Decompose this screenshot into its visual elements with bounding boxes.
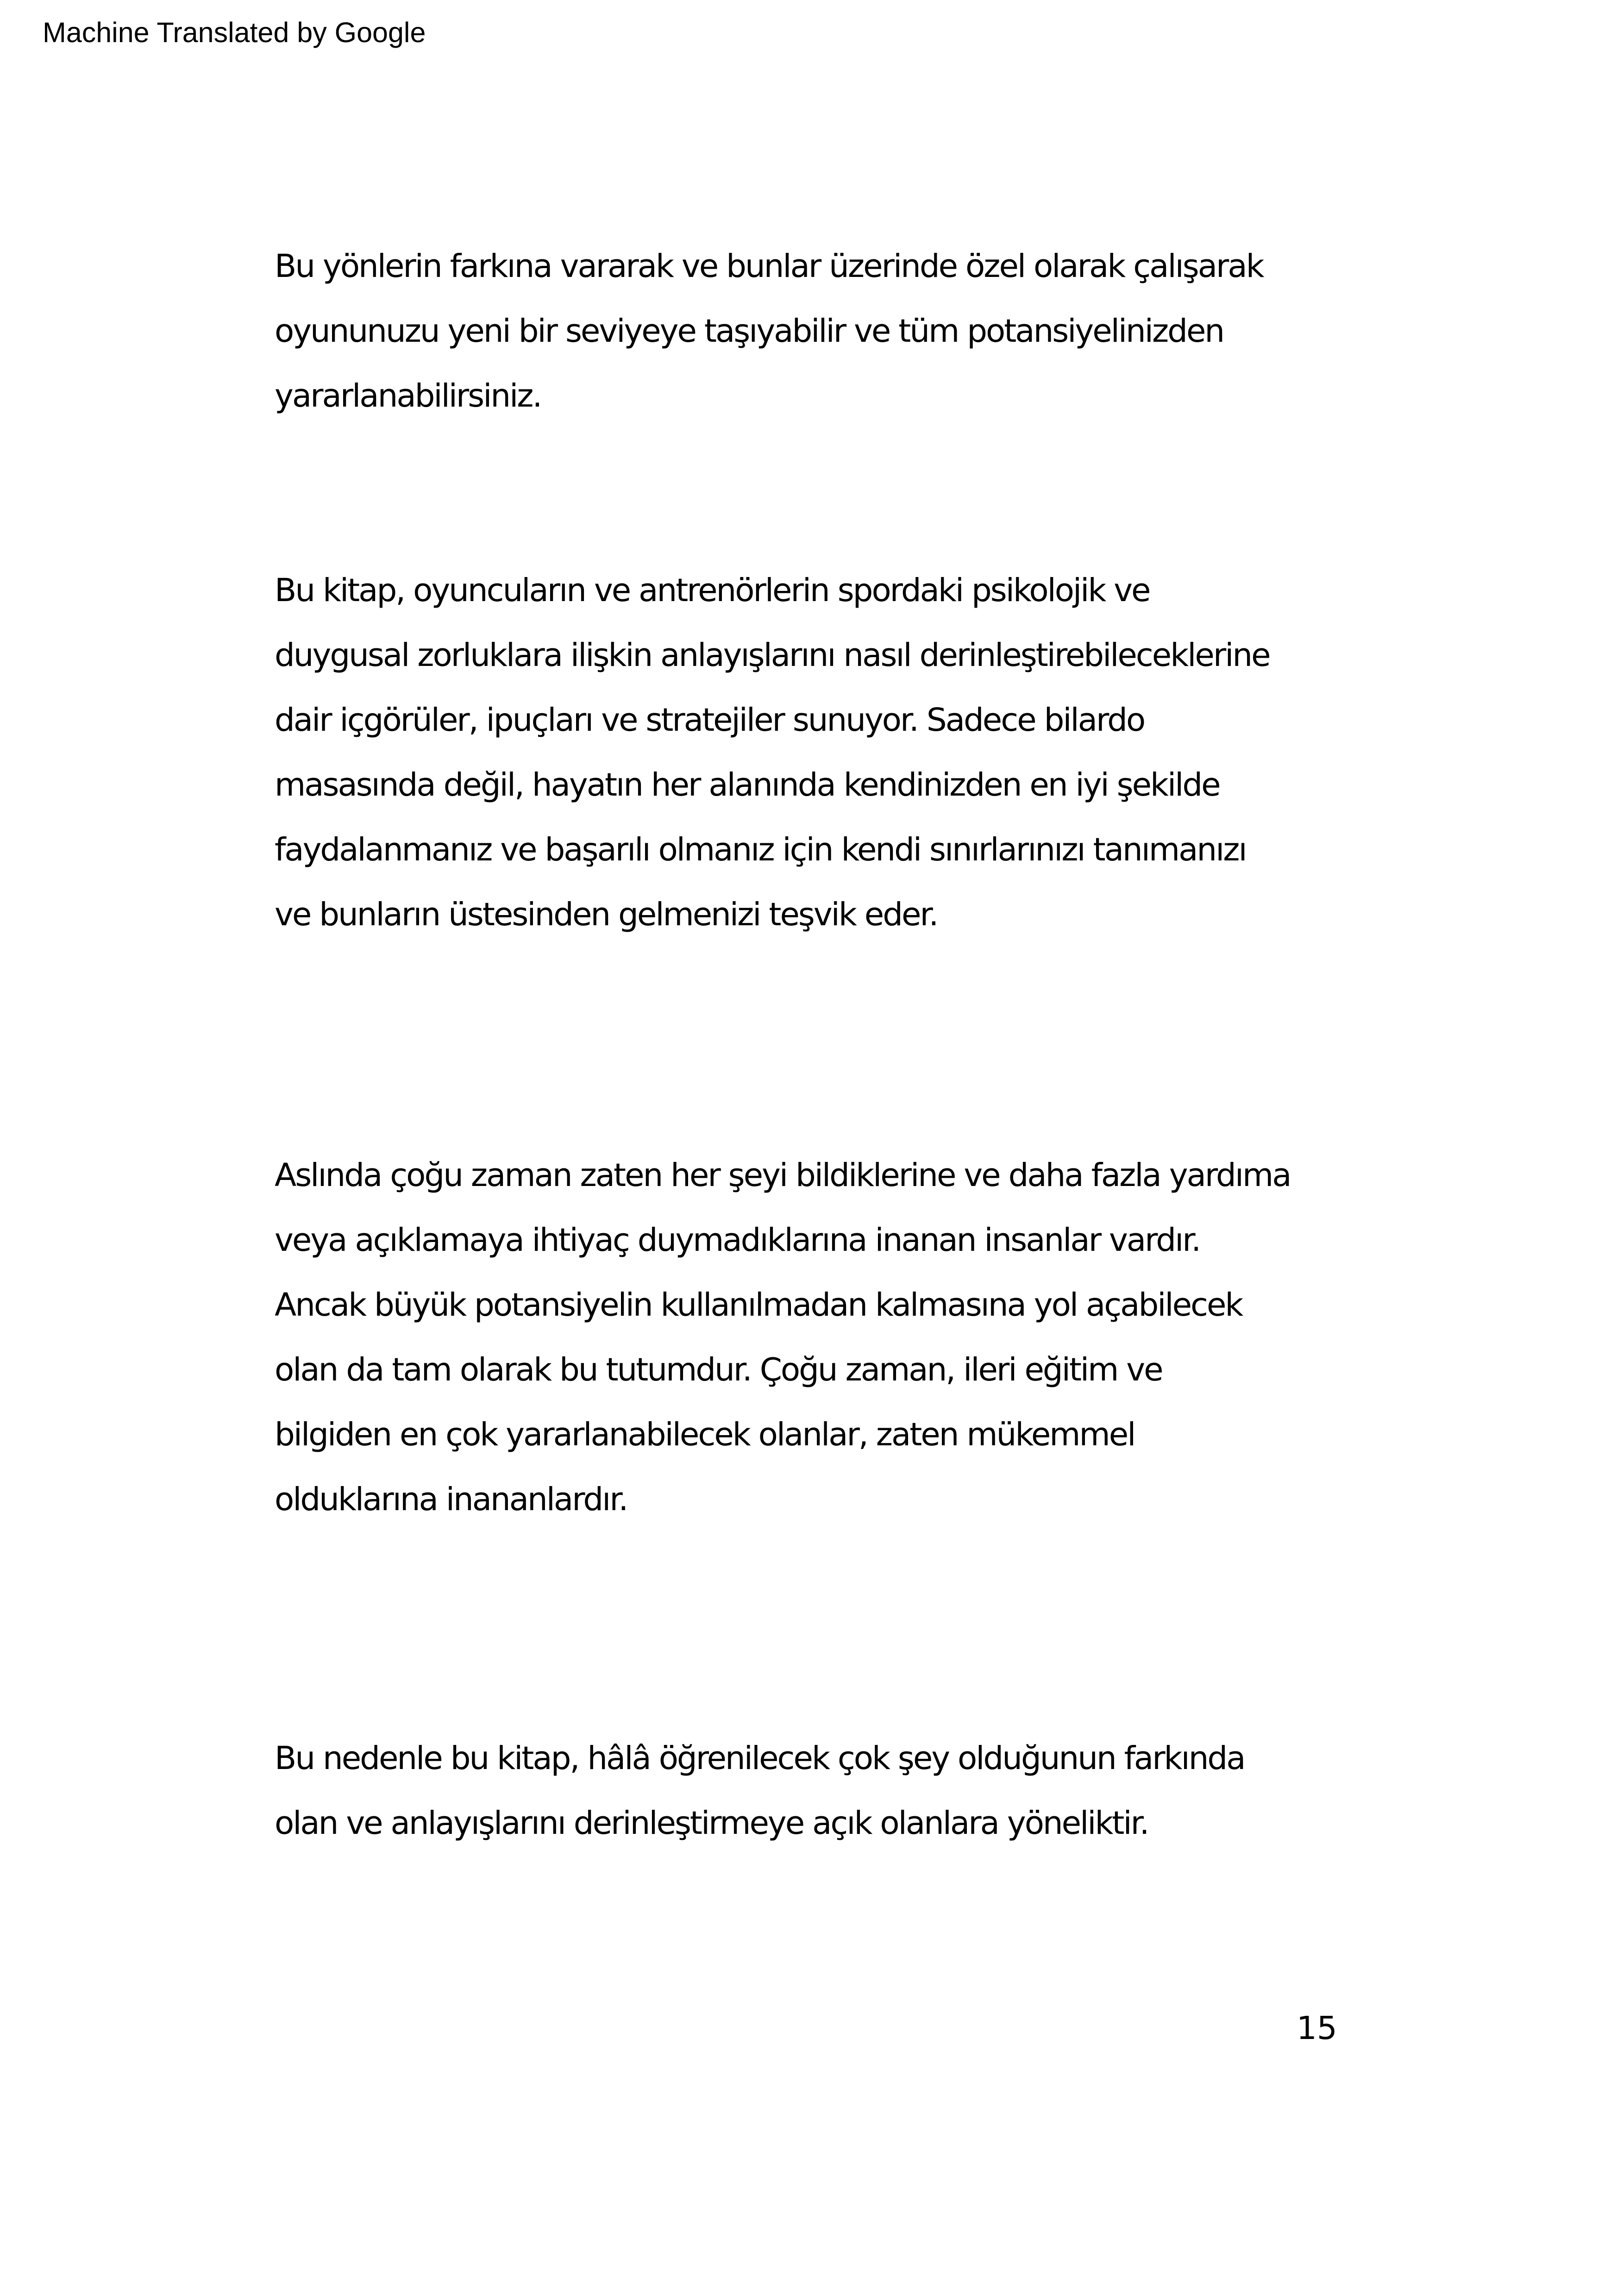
paragraph-4 bbox=[275, 1726, 1409, 1856]
text-line: Aslında çoğu zaman zaten her şeyi bildiklerine ve daha fazla yardıma bbox=[275, 1157, 1291, 1194]
paragraph-1 bbox=[275, 234, 1409, 428]
text-line: Ancak büyük potansiyelin kullanılmadan kalmasına yol açabilecek bbox=[275, 1286, 1242, 1324]
text-line: oyununuzu yeni bir seviyeye taşıyabilir ve tüm potansiyelinizden bbox=[275, 313, 1224, 350]
text-line: duygusal zorluklara ilişkin anlayışlarını nasıl derinleştirebileceklerine bbox=[275, 637, 1270, 674]
paragraph-2 bbox=[275, 558, 1409, 947]
text-line: olan da tam olarak bu tutumdur. Çoğu zaman, ileri eğitim ve bbox=[275, 1351, 1162, 1388]
paragraph-3 bbox=[275, 1143, 1409, 1532]
text-line: dair içgörüler, ipuçları ve stratejiler sunuyor. Sadece bilardo bbox=[275, 702, 1145, 739]
text-line: Bu kitap, oyuncuların ve antrenörlerin spordaki psikolojik ve bbox=[275, 572, 1150, 609]
translation-watermark: Machine Translated by Google bbox=[43, 17, 426, 48]
text-line: yararlanabilirsiniz. bbox=[275, 377, 541, 414]
text-line: masasında değil, hayatın her alanında kendinizden en iyi şekilde bbox=[275, 766, 1220, 803]
text-line: olduklarına inananlardır. bbox=[275, 1481, 627, 1518]
page-number: 15 bbox=[1297, 2010, 1337, 2047]
text-line: olan ve anlayışlarını derinleştirmeye açık olanlara yöneliktir. bbox=[275, 1805, 1148, 1842]
text-line: faydalanmanız ve başarılı olmanız için kendi sınırlarınızı tanımanızı bbox=[275, 831, 1246, 868]
text-line: Bu yönlerin farkına vararak ve bunlar üzerinde özel olarak çalışarak bbox=[275, 248, 1263, 285]
text-line: veya açıklamaya ihtiyaç duymadıklarına inanan insanlar vardır. bbox=[275, 1222, 1200, 1259]
text-line: Bu nedenle bu kitap, hâlâ öğrenilecek çok şey olduğunun farkında bbox=[275, 1740, 1245, 1777]
text-line: ve bunların üstesinden gelmenizi teşvik eder. bbox=[275, 896, 938, 933]
text-line: bilgiden en çok yararlanabilecek olanlar, zaten mükemmel bbox=[275, 1416, 1135, 1453]
